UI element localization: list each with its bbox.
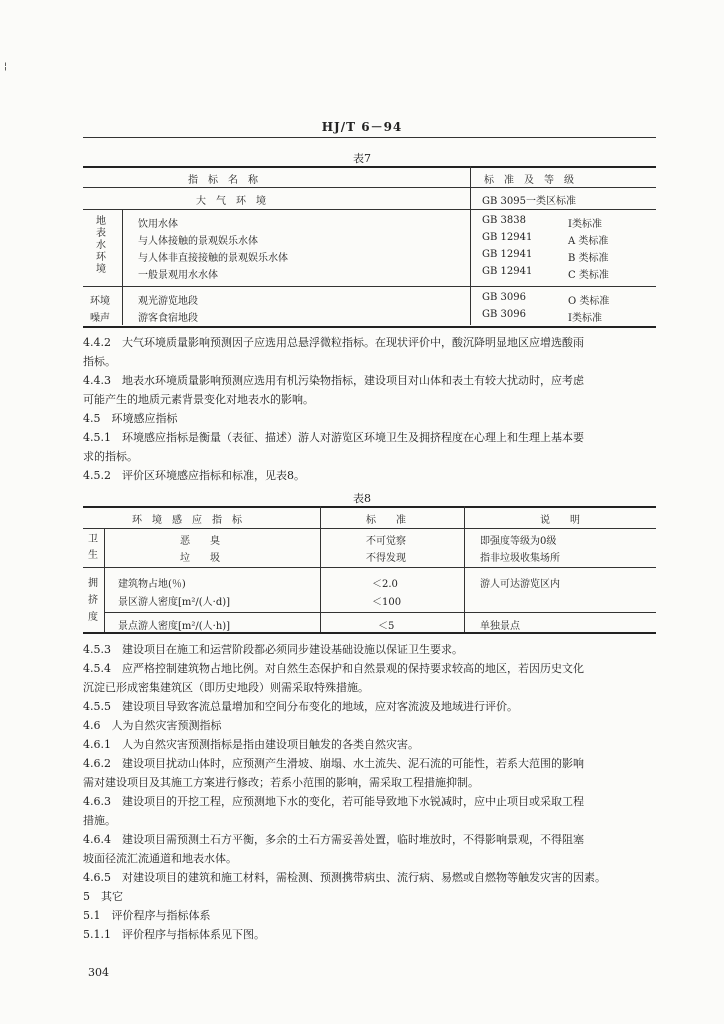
table7-top-rule [83,166,656,168]
paragraph-line: 4.4.3 地表水环境质量影响预测应选用有机污染物指标，建设项目对山体和表土有较大扰动时，应考虑 [83,374,584,387]
paragraph-line: 4.5.5 建设项目导致客流总量增加和空间分布变化的地域，应对客流波及地域进行评价。 [83,700,518,713]
table8-header-note: 说 明 [540,515,580,526]
table7-header-name: 指 标 名 称 [188,175,258,186]
table7-water-name: 与人体接触的景观娱乐水体 [138,236,258,247]
table8-group-crowding: 拥挤度 [88,578,98,623]
table8-rule [104,612,656,613]
table8-row-standard: ＜100 [372,597,402,608]
table7-noise-code: GB 3096 [482,292,526,303]
table7-water-code: GB 12941 [482,249,533,260]
table8-top-rule [83,506,656,508]
table8-caption: 表8 [353,492,371,505]
table8-row-note: 即强度等级为0级 [480,536,557,547]
paragraph-line: 5.1 评价程序与指标体系 [83,909,211,922]
table7-water-name: 饮用水体 [138,219,178,230]
paragraph-line: 5 其它 [83,890,123,903]
paragraph-line: 沉淀已形成密集建筑区（即历史地段）则需采取特殊措施。 [83,681,369,694]
table7-bottom-rule [83,326,656,328]
table8-col-divider [320,506,321,632]
table7-water-code: GB 12941 [482,232,533,243]
page-header: HJ/T 6－94 [321,120,403,134]
page-number: 304 [88,966,109,979]
table7-water-name: 一般景观用水水体 [138,270,218,281]
table8-row-note: 单独景点 [480,621,520,632]
table7-water-code: GB 12941 [482,266,533,277]
table7-noise-name: 游客食宿地段 [138,313,198,324]
table7-noise-code: GB 3096 [482,309,526,320]
table8-row-standard: 不得发现 [366,553,406,564]
table8-bottom-rule [83,632,656,634]
table8-header-standard: 标 准 [366,515,406,526]
table8-row-standard: ＜5 [378,621,395,632]
table8-group-hygiene: 卫生 [88,534,98,561]
paragraph-line: 4.5.4 应严格控制建筑物占地比例。对自然生态保护和自然景观的保持要求较高的地区，若因历史文化 [83,662,584,675]
table7-noise-class: Ⅰ类标准 [568,313,602,324]
paragraph-line: 坡面径流汇流通道和地表水体。 [83,852,237,865]
table7-water-class: A 类标准 [568,236,609,247]
paragraph-line: 4.5.3 建设项目在施工和运营阶段都必须同步建设基础设施以保证卫生要求。 [83,643,463,656]
table8-header-indicator: 环 境 感 应 指 标 [132,515,242,526]
table8-row-name: 景区游人密度[m²/(人·d)] [118,597,231,608]
table7-noise-name: 观光游览地段 [138,296,198,307]
table7-water-name: 与人体非直接接触的景观娱乐水体 [138,253,288,264]
table8-row-name: 恶 臭 [180,536,220,547]
table7-water-group: 地表水环境 [96,216,106,275]
table8-row-name: 景点游人密度[m²/(人·h)] [118,621,231,632]
table8-row-name: 建筑物占地(％) [118,579,186,590]
paragraph-line: 措施。 [83,814,116,827]
table7-noise-group-line2: 噪声 [90,313,110,324]
table7-rule [83,286,656,287]
table7-water-class: Ⅰ类标准 [568,219,602,230]
paragraph-line: 4.6.4 建设项目需预测土石方平衡，多余的土石方需妥善处置，临时堆放时，不得影响景观，不得阻塞 [83,833,584,846]
margin-mark: ¦ [4,62,8,72]
paragraph-line: 4.5 环境感应指标 [83,412,178,425]
table7-group-divider [122,209,123,325]
table7-air-standard: GB 3095一类区标准 [482,196,576,207]
paragraph-line: 4.6 人为自然灾害预测指标 [83,719,222,732]
paragraph-line: 4.5.1 环境感应指标是衡量（表征、描述）游人对游览区环境卫生及拥挤程度在心理上和生理上基本要 [83,431,584,444]
table8-row-standard: ＜2.0 [372,579,398,590]
paragraph-line: 求的指标。 [83,450,138,463]
table8-col-divider [464,506,465,632]
table7-water-class: B 类标准 [568,253,609,264]
table7-noise-group-line1: 环境 [90,296,110,307]
table7-rule [83,209,656,210]
table8-row-name: 垃 圾 [180,553,220,564]
section-4-5-to-5-text [83,640,661,944]
paragraph-line: 4.6.2 建设项目扰动山体时，应预测产生滑坡、崩塌、水土流失、泥石流的可能性，若系大范围的影响 [83,757,584,770]
header-rule [83,137,656,138]
section-4-4-text [83,333,661,485]
table8-rule [83,567,656,568]
paragraph-line: 4.6.3 建设项目的开挖工程，应预测地下水的变化，若可能导致地下水锐减时，应中止项目或采取工程 [83,795,584,808]
table7-air-name: 大 气 环 境 [196,196,266,207]
table7-caption: 表7 [353,152,371,165]
paragraph-line: 指标。 [83,355,116,368]
paragraph-line: 4.4.2 大气环境质量影响预测因子应选用总悬浮微粒指标。在现状评价中，酸沉降明显地区应增选酸雨 [83,336,584,349]
table7-water-class: C 类标准 [568,270,609,281]
table7-water-code: GB 3838 [482,215,526,226]
paragraph-line: 4.6.1 人为自然灾害预测指标是指由建设项目触发的各类自然灾害。 [83,738,419,751]
table7-rule [83,187,656,188]
paragraph-line: 5.1.1 评价程序与指标体系见下图。 [83,928,265,941]
table8-row-standard: 不可觉察 [366,536,406,547]
table8-row-note: 指非垃圾收集场所 [480,553,560,564]
table7-noise-class: O 类标准 [568,296,610,307]
paragraph-line: 4.6.5 对建设项目的建筑和施工材料，需检测、预测携带病虫、流行病、易燃或自燃物等触发灾害的因素。 [83,871,606,884]
paragraph-line: 4.5.2 评价区环境感应指标和标准，见表8。 [83,469,305,482]
paragraph-line: 需对建设项目及其施工方案进行修改；若系小范围的影响，需采取工程措施抑制。 [83,776,479,789]
table7-header-standard: 标 准 及 等 级 [484,175,574,186]
table8-row-note: 游人可达游览区内 [480,579,560,590]
table7-col-divider [470,166,471,325]
table8-rule [83,528,656,529]
table8-group-divider [104,528,105,632]
paragraph-line: 可能产生的地质元素背景变化对地表水的影响。 [83,393,314,406]
